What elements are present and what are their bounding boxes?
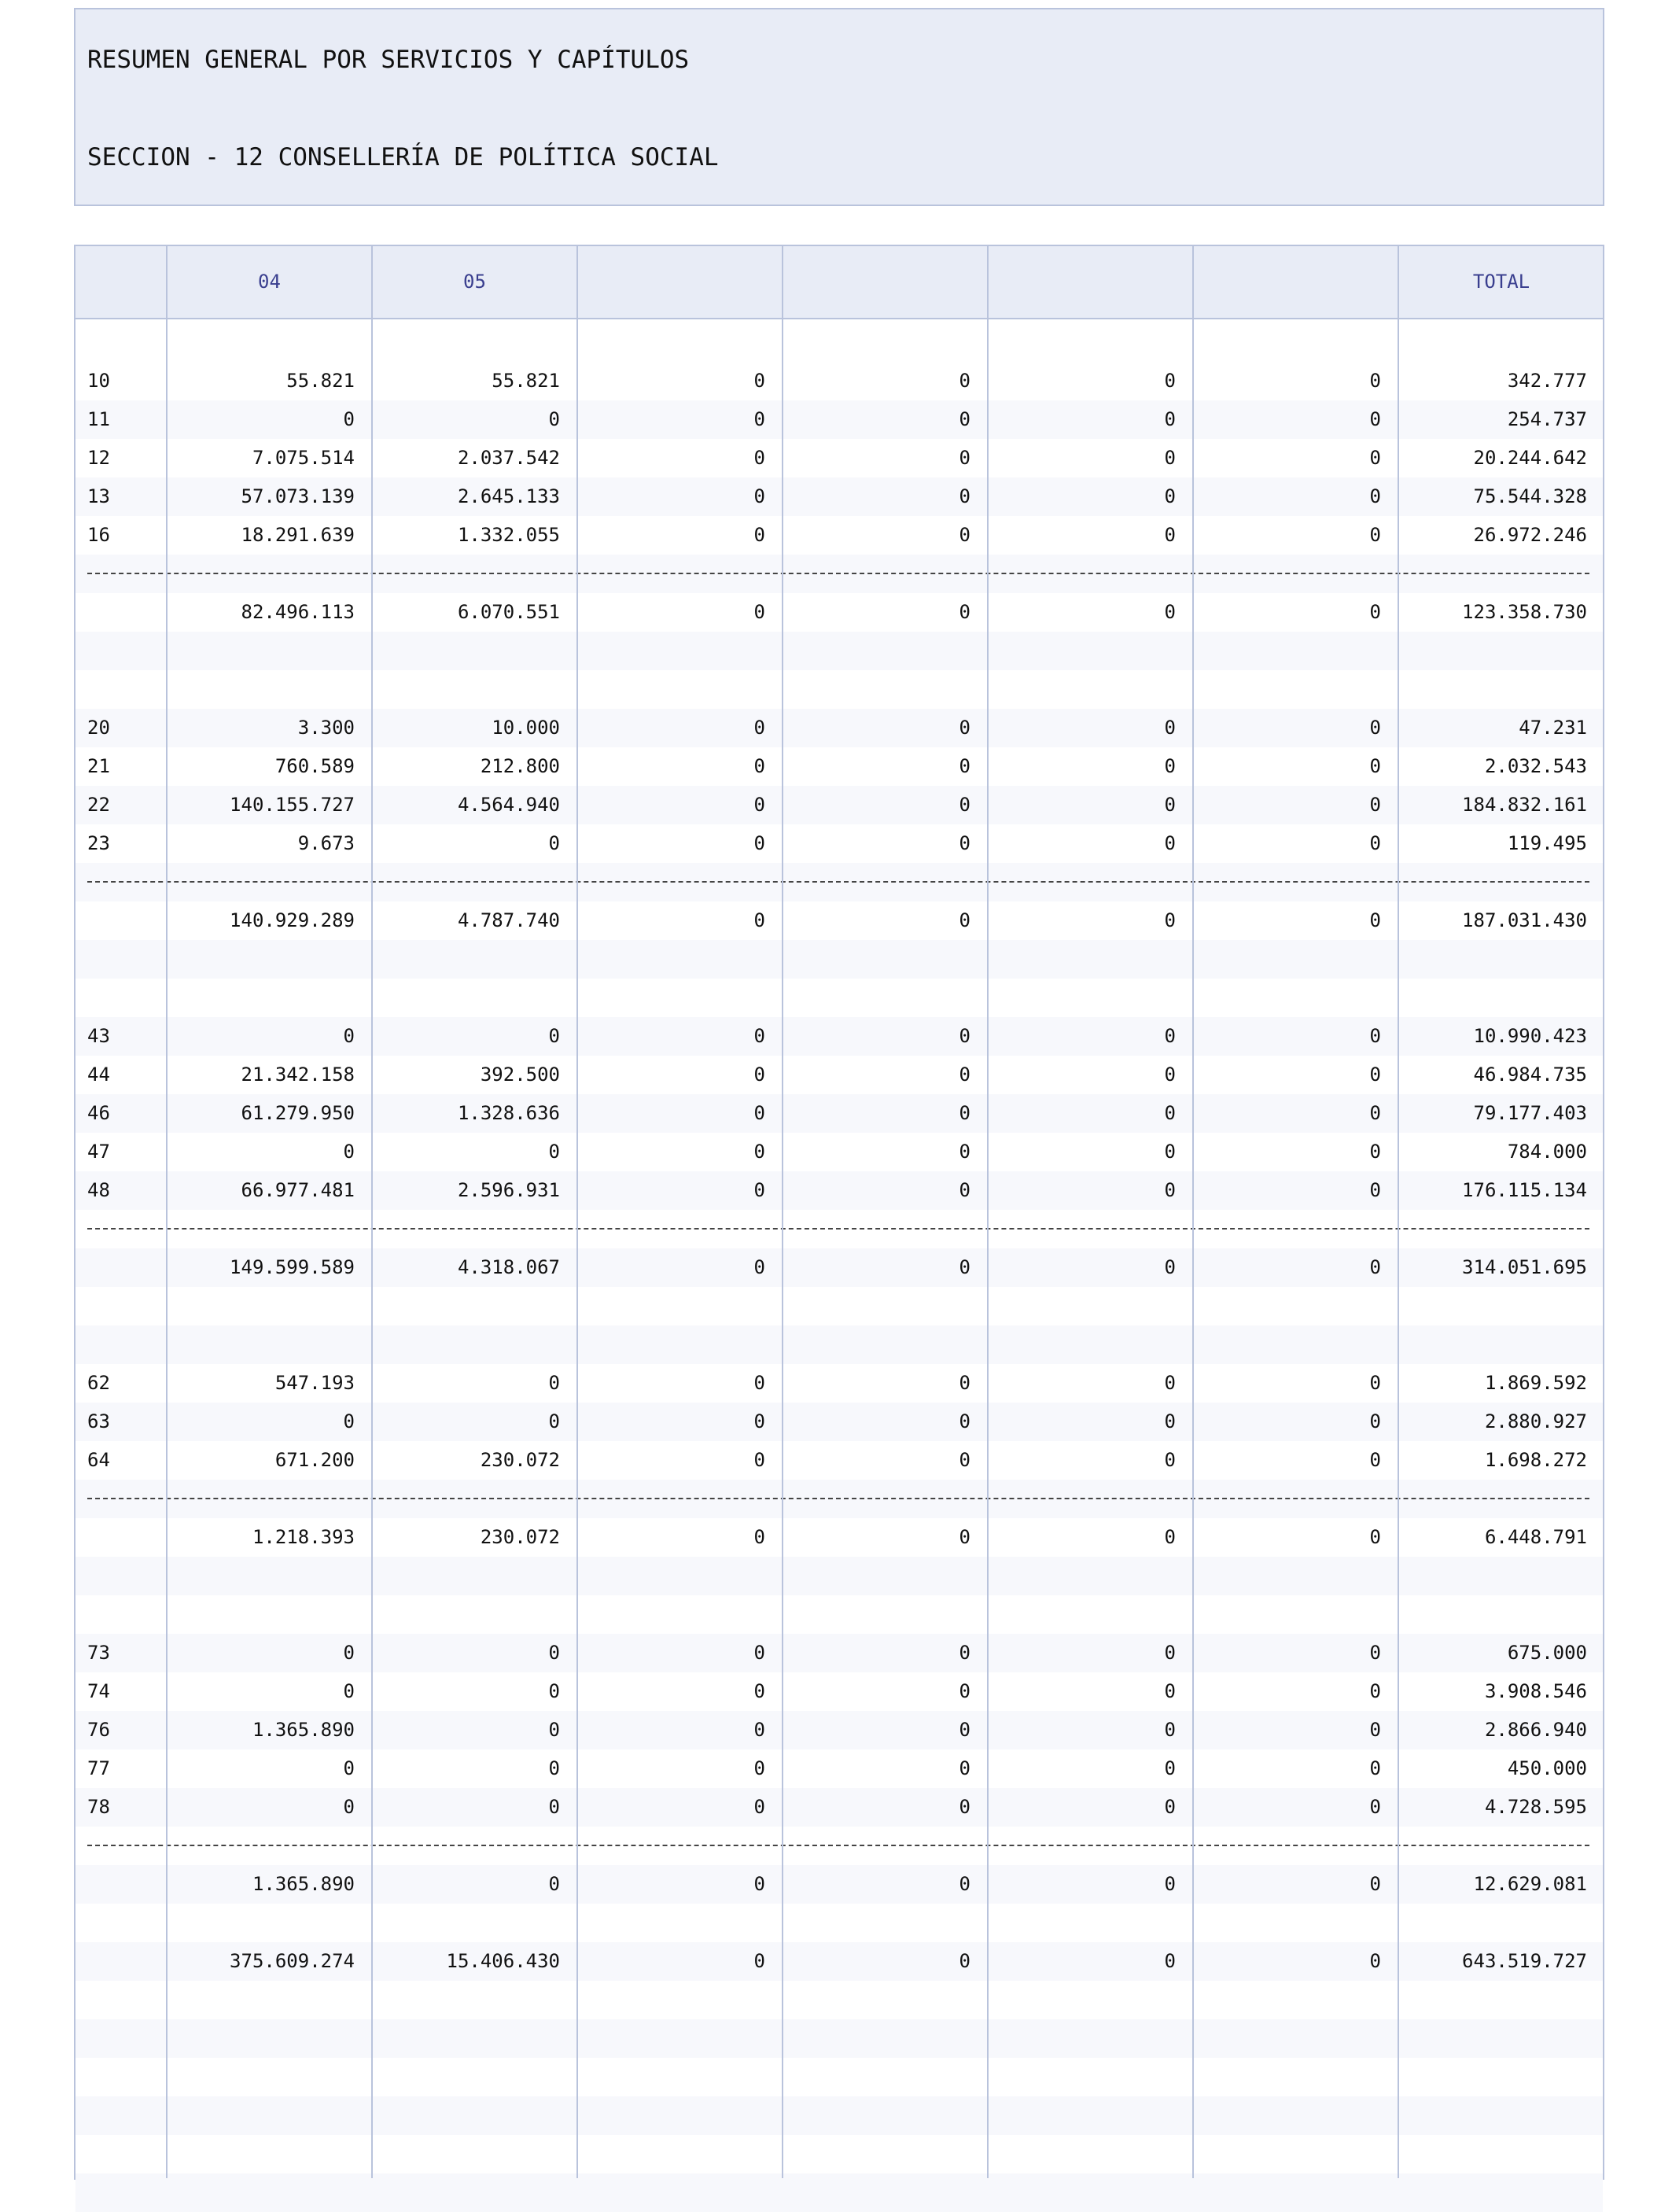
column-header: 05 [463, 271, 486, 293]
value-cell: 0 [959, 370, 970, 392]
column-divider [1398, 246, 1399, 2178]
separator-row [75, 1827, 1603, 1865]
value-cell: 0 [1164, 1179, 1176, 1201]
value-cell: 0 [548, 1680, 560, 1702]
value-cell: 2.880.927 [1484, 1410, 1587, 1432]
value-cell: 0 [753, 832, 765, 854]
value-cell: 0 [1369, 909, 1381, 931]
value-cell: 0 [1164, 1064, 1176, 1086]
value-cell: 0 [959, 1449, 970, 1471]
value-cell: 0 [753, 408, 765, 430]
table-row [75, 1441, 1603, 1480]
value-cell: 187.031.430 [1462, 909, 1587, 931]
value-cell: 0 [548, 1642, 560, 1664]
separator-row [75, 1210, 1603, 1248]
row-code: 73 [87, 1642, 110, 1664]
value-cell: 0 [959, 1256, 970, 1278]
column-header: 04 [258, 271, 281, 293]
value-cell: 675.000 [1507, 1642, 1587, 1664]
value-cell: 0 [959, 601, 970, 623]
value-cell: 0 [959, 1372, 970, 1394]
value-cell: 75.544.328 [1473, 485, 1587, 507]
value-cell: 0 [343, 1141, 355, 1163]
column-divider [987, 246, 989, 2178]
table-row [75, 1171, 1603, 1210]
value-cell: 10.000 [492, 717, 560, 739]
value-cell: 184.832.161 [1462, 794, 1587, 816]
value-cell: 0 [959, 1410, 970, 1432]
column-header [577, 246, 783, 318]
row-code: 78 [87, 1796, 110, 1818]
value-cell: 0 [343, 1642, 355, 1664]
value-cell: 784.000 [1507, 1141, 1587, 1163]
value-cell: 0 [548, 1141, 560, 1163]
row-code: 23 [87, 832, 110, 854]
value-cell: 0 [1164, 755, 1176, 777]
value-cell: 0 [343, 1410, 355, 1432]
column-divider [576, 246, 578, 2178]
value-cell: 375.609.274 [230, 1950, 355, 1972]
value-cell: 0 [343, 1757, 355, 1779]
value-cell: 0 [959, 1526, 970, 1548]
value-cell: 0 [1164, 1102, 1176, 1124]
row-code: 47 [87, 1141, 110, 1163]
value-cell: 0 [1164, 1796, 1176, 1818]
value-cell: 0 [959, 1179, 970, 1201]
row-stripe [75, 2096, 1603, 2135]
table-row [75, 1749, 1603, 1788]
value-cell: 4.787.740 [457, 909, 560, 931]
value-cell: 0 [1164, 1757, 1176, 1779]
value-cell: 149.599.589 [230, 1256, 355, 1278]
value-cell: 10.990.423 [1473, 1025, 1587, 1047]
value-cell: 0 [959, 485, 970, 507]
value-cell: 0 [1164, 447, 1176, 469]
value-cell: 0 [959, 1757, 970, 1779]
column-divider [782, 246, 783, 2178]
value-cell: 0 [753, 1102, 765, 1124]
value-cell: 0 [959, 1102, 970, 1124]
value-cell: 0 [753, 1873, 765, 1895]
row-code: 21 [87, 755, 110, 777]
value-cell: 176.115.134 [1462, 1179, 1587, 1201]
row-code: 62 [87, 1372, 110, 1394]
value-cell: 0 [753, 1680, 765, 1702]
value-cell: 0 [343, 1680, 355, 1702]
value-cell: 61.279.950 [241, 1102, 355, 1124]
value-cell: 0 [753, 485, 765, 507]
value-cell: 0 [959, 1680, 970, 1702]
row-code: 63 [87, 1410, 110, 1432]
value-cell: 450.000 [1507, 1757, 1587, 1779]
value-cell: 0 [753, 1256, 765, 1278]
value-cell: 57.073.139 [241, 485, 355, 507]
value-cell: 0 [1164, 1449, 1176, 1471]
subtotal-row [75, 1865, 1603, 1904]
value-cell: 0 [1164, 794, 1176, 816]
value-cell: 0 [1369, 1256, 1381, 1278]
value-cell: 0 [1164, 832, 1176, 854]
table-row [75, 1364, 1603, 1403]
value-cell: 0 [959, 1719, 970, 1741]
subtotal-row [75, 593, 1603, 632]
value-cell: 230.072 [480, 1449, 560, 1471]
value-cell: 0 [1164, 1950, 1176, 1972]
value-cell: 0 [753, 717, 765, 739]
value-cell: 0 [1369, 1757, 1381, 1779]
value-cell: 0 [1369, 370, 1381, 392]
value-cell: 15.406.430 [446, 1950, 560, 1972]
value-cell: 6.070.551 [457, 601, 560, 623]
value-cell: 0 [1369, 755, 1381, 777]
value-cell: 0 [548, 1796, 560, 1818]
table-row [75, 400, 1603, 439]
value-cell: 0 [753, 1719, 765, 1741]
value-cell: 0 [1369, 717, 1381, 739]
value-cell: 3.908.546 [1484, 1680, 1587, 1702]
value-cell: 1.698.272 [1484, 1449, 1587, 1471]
value-cell: 0 [1164, 1372, 1176, 1394]
value-cell: 0 [753, 1757, 765, 1779]
value-cell: 0 [1369, 1179, 1381, 1201]
value-cell: 0 [1369, 1526, 1381, 1548]
value-cell: 0 [753, 1449, 765, 1471]
table-row [75, 1133, 1603, 1171]
value-cell: 79.177.403 [1473, 1102, 1587, 1124]
subtotal-row [75, 901, 1603, 940]
value-cell: 0 [753, 1372, 765, 1394]
value-cell: 1.365.890 [252, 1719, 355, 1741]
row-code: 10 [87, 370, 110, 392]
table-header [75, 246, 1603, 319]
report-header [74, 8, 1604, 206]
value-cell: 0 [1164, 1141, 1176, 1163]
value-cell: 0 [1164, 1873, 1176, 1895]
value-cell: 0 [959, 1064, 970, 1086]
value-cell: 0 [1369, 1410, 1381, 1432]
subtotal-row [75, 1518, 1603, 1557]
dashed-separator [87, 1845, 1589, 1846]
value-cell: 0 [753, 794, 765, 816]
value-cell: 0 [548, 1757, 560, 1779]
value-cell: 20.244.642 [1473, 447, 1587, 469]
dashed-separator [87, 881, 1589, 883]
row-code: 43 [87, 1025, 110, 1047]
value-cell: 18.291.639 [241, 524, 355, 546]
value-cell: 0 [959, 408, 970, 430]
table-row [75, 516, 1603, 555]
value-cell: 55.821 [492, 370, 560, 392]
value-cell: 1.365.890 [252, 1873, 355, 1895]
table-row [75, 1634, 1603, 1672]
value-cell: 0 [753, 1179, 765, 1201]
value-cell: 0 [753, 1950, 765, 1972]
value-cell: 342.777 [1507, 370, 1587, 392]
value-cell: 0 [959, 755, 970, 777]
row-code: 12 [87, 447, 110, 469]
row-code: 16 [87, 524, 110, 546]
value-cell: 0 [548, 1025, 560, 1047]
dashed-separator [87, 1228, 1589, 1230]
value-cell: 0 [959, 794, 970, 816]
value-cell: 0 [959, 1950, 970, 1972]
value-cell: 0 [959, 1873, 970, 1895]
value-cell: 0 [1164, 524, 1176, 546]
table-row [75, 1403, 1603, 1441]
separator-row [75, 863, 1603, 901]
row-stripe [75, 2019, 1603, 2058]
table-row [75, 1711, 1603, 1749]
value-cell: 314.051.695 [1462, 1256, 1587, 1278]
value-cell: 0 [959, 717, 970, 739]
table-row [75, 1672, 1603, 1711]
value-cell: 643.519.727 [1462, 1950, 1587, 1972]
value-cell: 392.500 [480, 1064, 560, 1086]
section-title: SECCION - 12 CONSELLERÍA DE POLÍTICA SOCIAL [87, 143, 719, 171]
subtotal-row [75, 1248, 1603, 1287]
row-stripe [75, 2173, 1603, 2212]
value-cell: 1.328.636 [457, 1102, 560, 1124]
value-cell: 0 [1164, 1526, 1176, 1548]
value-cell: 0 [753, 755, 765, 777]
value-cell: 0 [1164, 1025, 1176, 1047]
value-cell: 0 [1164, 601, 1176, 623]
value-cell: 0 [1369, 485, 1381, 507]
value-cell: 0 [548, 1410, 560, 1432]
row-code: 11 [87, 408, 110, 430]
value-cell: 0 [959, 832, 970, 854]
value-cell: 0 [753, 524, 765, 546]
value-cell: 0 [1164, 909, 1176, 931]
row-stripe [75, 940, 1603, 979]
value-cell: 0 [1164, 485, 1176, 507]
value-cell: 0 [1164, 1256, 1176, 1278]
value-cell: 6.448.791 [1484, 1526, 1587, 1548]
column-divider [371, 246, 373, 2178]
value-cell: 0 [753, 1796, 765, 1818]
value-cell: 2.596.931 [457, 1179, 560, 1201]
value-cell: 0 [753, 1141, 765, 1163]
value-cell: 0 [1164, 370, 1176, 392]
value-cell: 0 [959, 447, 970, 469]
value-cell: 0 [1369, 832, 1381, 854]
column-header [988, 246, 1193, 318]
value-cell: 547.193 [274, 1372, 355, 1394]
value-cell: 4.318.067 [457, 1256, 560, 1278]
table-row [75, 709, 1603, 747]
value-cell: 0 [1164, 1680, 1176, 1702]
row-code: 74 [87, 1680, 110, 1702]
row-stripe [75, 632, 1603, 670]
row-code: 48 [87, 1179, 110, 1201]
value-cell: 0 [1369, 1025, 1381, 1047]
row-stripe [75, 1557, 1603, 1595]
value-cell: 0 [753, 370, 765, 392]
value-cell: 0 [343, 1796, 355, 1818]
value-cell: 9.673 [297, 832, 355, 854]
value-cell: 140.155.727 [230, 794, 355, 816]
value-cell: 0 [1369, 1449, 1381, 1471]
column-header [1193, 246, 1398, 318]
value-cell: 4.728.595 [1484, 1796, 1587, 1818]
value-cell: 254.737 [1507, 408, 1587, 430]
value-cell: 0 [548, 1873, 560, 1895]
column-divider [1192, 246, 1194, 2178]
table-row [75, 1017, 1603, 1056]
value-cell: 2.645.133 [457, 485, 560, 507]
column-divider [166, 246, 168, 2178]
value-cell: 0 [753, 1410, 765, 1432]
value-cell: 0 [959, 1642, 970, 1664]
value-cell: 0 [753, 1642, 765, 1664]
value-cell: 0 [959, 909, 970, 931]
value-cell: 0 [548, 1372, 560, 1394]
value-cell: 0 [753, 1025, 765, 1047]
value-cell: 0 [1369, 1064, 1381, 1086]
value-cell: 1.869.592 [1484, 1372, 1587, 1394]
row-code: 46 [87, 1102, 110, 1124]
value-cell: 4.564.940 [457, 794, 560, 816]
value-cell: 55.821 [286, 370, 355, 392]
value-cell: 0 [1164, 408, 1176, 430]
table-row [75, 1056, 1603, 1094]
value-cell: 7.075.514 [252, 447, 355, 469]
value-cell: 212.800 [480, 755, 560, 777]
table-row [75, 1788, 1603, 1827]
value-cell: 21.342.158 [241, 1064, 355, 1086]
value-cell: 671.200 [274, 1449, 355, 1471]
value-cell: 123.358.730 [1462, 601, 1587, 623]
grand-total-row [75, 1942, 1603, 1981]
value-cell: 0 [1164, 1642, 1176, 1664]
table-row [75, 477, 1603, 516]
column-header: TOTAL [1472, 271, 1530, 293]
table-row [75, 786, 1603, 824]
value-cell: 0 [753, 1064, 765, 1086]
value-cell: 0 [1369, 447, 1381, 469]
dashed-separator [87, 1498, 1589, 1499]
row-code: 13 [87, 485, 110, 507]
row-code: 22 [87, 794, 110, 816]
value-cell: 3.300 [297, 717, 355, 739]
value-cell: 0 [548, 832, 560, 854]
value-cell: 46.984.735 [1473, 1064, 1587, 1086]
value-cell: 1.218.393 [252, 1526, 355, 1548]
value-cell: 0 [1369, 1372, 1381, 1394]
value-cell: 0 [753, 447, 765, 469]
row-code: 77 [87, 1757, 110, 1779]
value-cell: 0 [548, 408, 560, 430]
column-header [783, 246, 988, 318]
row-code: 76 [87, 1719, 110, 1741]
report-title: RESUMEN GENERAL POR SERVICIOS Y CAPÍTULOS [87, 46, 690, 74]
table-row [75, 1094, 1603, 1133]
value-cell: 0 [753, 1526, 765, 1548]
value-cell: 140.929.289 [230, 909, 355, 931]
table-row [75, 362, 1603, 400]
value-cell: 0 [1369, 1873, 1381, 1895]
value-cell: 66.977.481 [241, 1179, 355, 1201]
value-cell: 2.037.542 [457, 447, 560, 469]
value-cell: 0 [1369, 408, 1381, 430]
value-cell: 0 [1369, 1796, 1381, 1818]
row-code: 20 [87, 717, 110, 739]
value-cell: 0 [343, 408, 355, 430]
value-cell: 760.589 [274, 755, 355, 777]
row-code: 44 [87, 1064, 110, 1086]
value-cell: 0 [1369, 1719, 1381, 1741]
value-cell: 47.231 [1519, 717, 1587, 739]
value-cell: 0 [959, 1025, 970, 1047]
value-cell: 0 [548, 1719, 560, 1741]
value-cell: 0 [1369, 524, 1381, 546]
table-row [75, 747, 1603, 786]
row-stripe [75, 1325, 1603, 1364]
value-cell: 0 [959, 524, 970, 546]
value-cell: 0 [1369, 794, 1381, 816]
value-cell: 0 [1164, 1410, 1176, 1432]
value-cell: 26.972.246 [1473, 524, 1587, 546]
value-cell: 0 [1369, 601, 1381, 623]
separator-row [75, 1480, 1603, 1518]
value-cell: 0 [1164, 717, 1176, 739]
value-cell: 0 [753, 909, 765, 931]
row-code: 64 [87, 1449, 110, 1471]
value-cell: 2.032.543 [1484, 755, 1587, 777]
value-cell: 1.332.055 [457, 524, 560, 546]
value-cell: 0 [1164, 1719, 1176, 1741]
value-cell: 0 [753, 601, 765, 623]
value-cell: 0 [1369, 1141, 1381, 1163]
value-cell: 0 [343, 1025, 355, 1047]
table-row [75, 824, 1603, 863]
separator-row [75, 555, 1603, 593]
value-cell: 0 [1369, 1102, 1381, 1124]
table-row [75, 439, 1603, 477]
value-cell: 0 [1369, 1950, 1381, 1972]
dashed-separator [87, 573, 1589, 574]
value-cell: 0 [1369, 1680, 1381, 1702]
value-cell: 12.629.081 [1473, 1873, 1587, 1895]
value-cell: 0 [959, 1141, 970, 1163]
value-cell: 230.072 [480, 1526, 560, 1548]
value-cell: 2.866.940 [1484, 1719, 1587, 1741]
value-cell: 82.496.113 [241, 601, 355, 623]
summary-table [74, 245, 1604, 2180]
value-cell: 0 [959, 1796, 970, 1818]
value-cell: 0 [1369, 1642, 1381, 1664]
value-cell: 119.495 [1507, 832, 1587, 854]
column-header [75, 246, 167, 318]
